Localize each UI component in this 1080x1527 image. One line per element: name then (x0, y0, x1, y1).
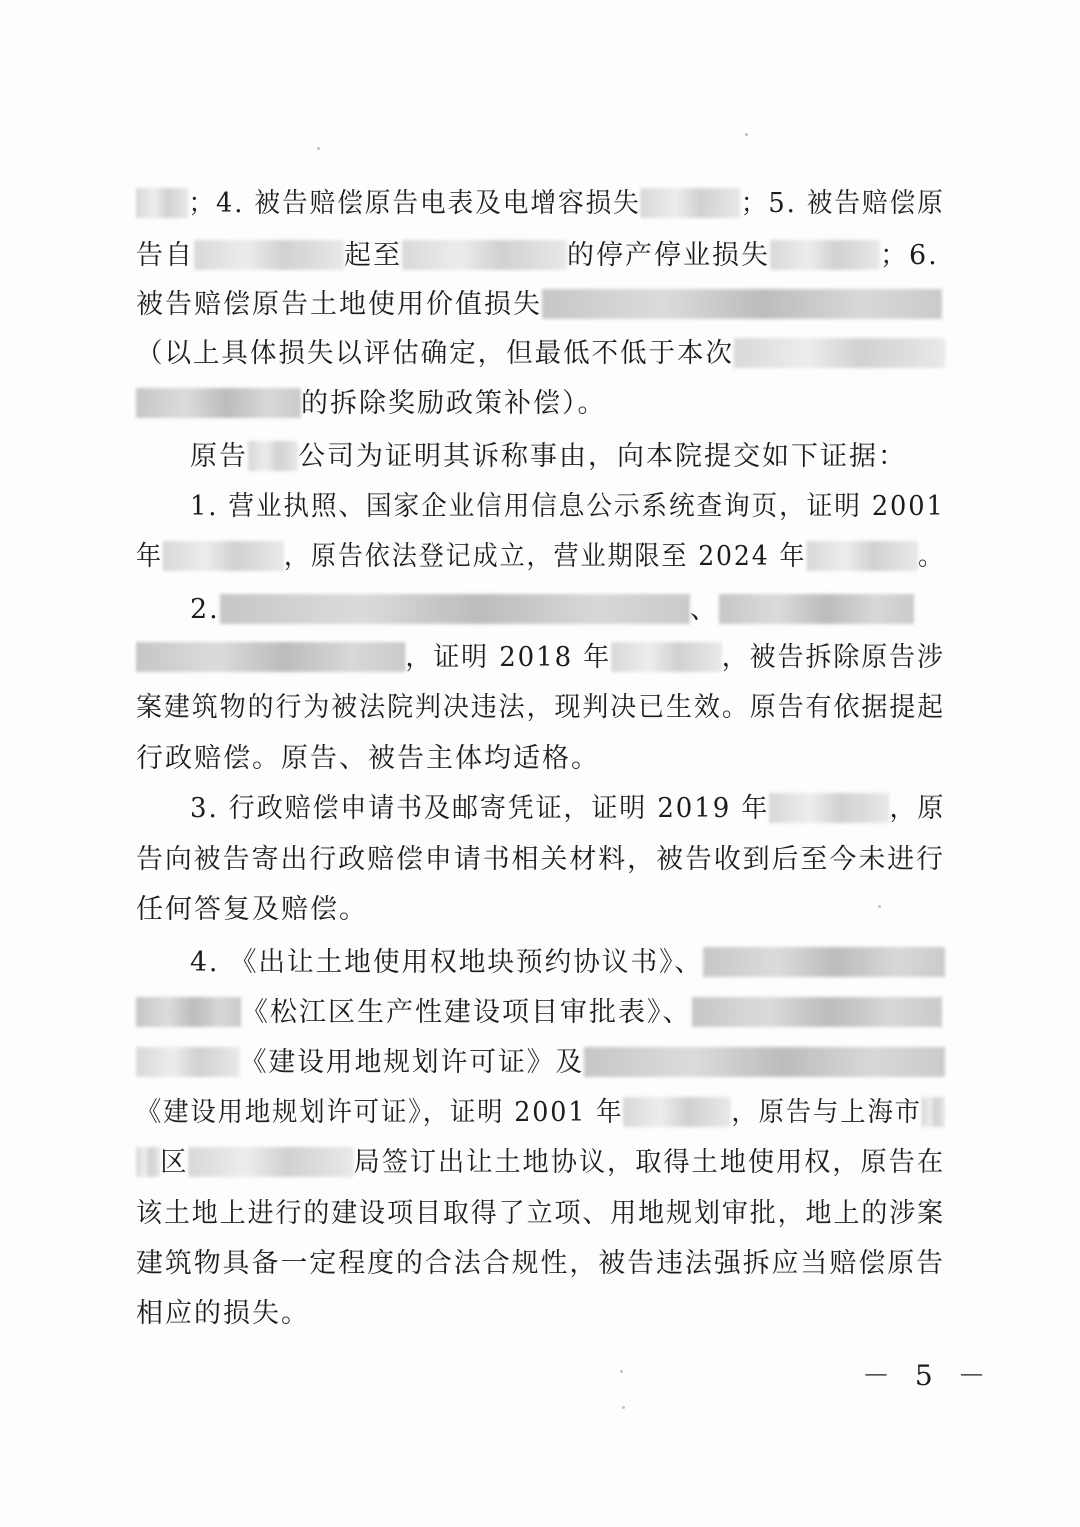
scan-speck (622, 1406, 625, 1409)
page-number: － 5 － (862, 1359, 994, 1392)
scan-speck (878, 905, 881, 908)
text-line (136, 334, 945, 374)
text-line (136, 1244, 945, 1284)
text-segment: ，原告依法登记成立，营业期限至 2024 年 (283, 541, 807, 572)
text-segment: ，原 (889, 793, 946, 824)
text-line (190, 590, 914, 630)
redacted-text (806, 541, 918, 571)
text-line (136, 184, 945, 224)
text-segment: 该土地上进行的建设项目取得了立项、用地规划审批，地上的涉案 (136, 1198, 946, 1229)
text-segment: 的拆除奖励政策补偿）。 (301, 388, 607, 419)
text-segment: 年 (136, 541, 163, 572)
text-segment: 局签订出让土地协议，取得土地使用权，原告在 (353, 1147, 946, 1178)
text-line (136, 638, 945, 678)
text-segment: ，原告与上海市 (731, 1097, 922, 1128)
text-segment: 公司为证明其诉称事由，向本院提交如下证据： (298, 441, 907, 472)
text-segment: 建筑物具备一定程度的合法合规性，被告违法强拆应当赔偿原告 (136, 1248, 945, 1279)
redacted-text (719, 594, 914, 624)
redacted-text (136, 388, 301, 418)
text-segment: 告自 (136, 240, 194, 271)
text-segment: 行政赔偿。原告、被告主体均适格。 (136, 743, 600, 774)
text-segment: 2. (190, 594, 220, 625)
redacted-text (770, 240, 880, 270)
redacted-text (769, 793, 889, 823)
text-line (136, 285, 942, 325)
text-segment: 1. 营业执照、国家企业信用信息公示系统查询页，证明 2001 (190, 491, 945, 522)
text-line (136, 537, 945, 577)
text-line (136, 840, 945, 880)
text-segment: 4. 《出让土地使用权地块预约协议书》、 (190, 947, 704, 978)
redacted-text (734, 338, 945, 368)
redacted-text (623, 1097, 731, 1127)
scan-speck (317, 147, 320, 150)
text-segment: ，证明 2018 年 (405, 642, 612, 673)
text-segment: 任何答复及赔偿。 (136, 894, 368, 925)
redacted-text (692, 997, 942, 1027)
text-segment: 被告赔偿原告土地使用价值损失 (136, 289, 542, 320)
redacted-text (163, 541, 284, 571)
text-line (136, 1294, 310, 1334)
text-segment: （以上具体损失以评估确定，但最低不低于本次 (136, 338, 734, 369)
text-segment: 3. 行政赔偿申请书及邮寄凭证，证明 2019 年 (190, 793, 770, 824)
redacted-text (641, 188, 741, 218)
text-segment: ；5. 被告赔偿原 (740, 188, 945, 219)
text-segment: ，被告拆除原告涉 (721, 642, 945, 673)
text-segment: 区 (160, 1147, 189, 1178)
text-line (136, 739, 600, 779)
text-line (190, 487, 945, 527)
text-line (136, 1093, 945, 1133)
text-segment: 案建筑物的行为被法院判决违法，现判决已生效。原告有依据提起 (136, 692, 946, 723)
redacted-text (584, 1047, 945, 1077)
text-segment: 《建设用地规划许可证》，证明 2001 年 (136, 1097, 624, 1128)
redacted-text (220, 594, 690, 624)
redacted-text (136, 1047, 240, 1077)
redacted-text (922, 1097, 945, 1127)
text-segment: 相应的损失。 (136, 1298, 310, 1329)
text-line (190, 789, 945, 829)
text-line (136, 236, 939, 276)
text-segment: 、 (689, 594, 719, 625)
redacted-text (136, 642, 405, 672)
text-line (136, 384, 607, 424)
text-line (136, 688, 945, 728)
scan-speck (745, 133, 748, 136)
text-line (190, 437, 907, 477)
text-segment: 告向被告寄出行政赔偿申请书相关材料，被告收到后至今未进行 (136, 844, 945, 875)
redacted-text (194, 240, 344, 270)
redacted-text (542, 289, 942, 319)
text-line (136, 1043, 945, 1083)
redacted-text (248, 441, 298, 471)
text-segment: ；6. (880, 240, 939, 271)
scan-speck (620, 1370, 623, 1373)
text-line (136, 993, 942, 1033)
redacted-text (188, 1147, 353, 1177)
redacted-text (402, 240, 567, 270)
text-line (136, 1194, 945, 1234)
redacted-text (136, 1147, 160, 1177)
redacted-text (703, 947, 945, 977)
redacted-text (136, 188, 188, 218)
text-line (136, 1143, 945, 1183)
text-segment: ；4. 被告赔偿原告电表及电增容损失 (188, 188, 641, 219)
text-line (136, 890, 368, 930)
redacted-text (611, 642, 722, 672)
redacted-text (136, 997, 241, 1027)
text-segment: 《建设用地规划许可证》及 (239, 1047, 585, 1078)
text-line (190, 943, 945, 983)
text-segment: 的停产停业损失 (567, 240, 770, 271)
text-segment: 起至 (344, 240, 402, 271)
text-segment: 原告 (190, 441, 248, 472)
text-segment: 。 (917, 541, 945, 572)
text-segment: 《松江区生产性建设项目审批表》、 (241, 997, 692, 1028)
